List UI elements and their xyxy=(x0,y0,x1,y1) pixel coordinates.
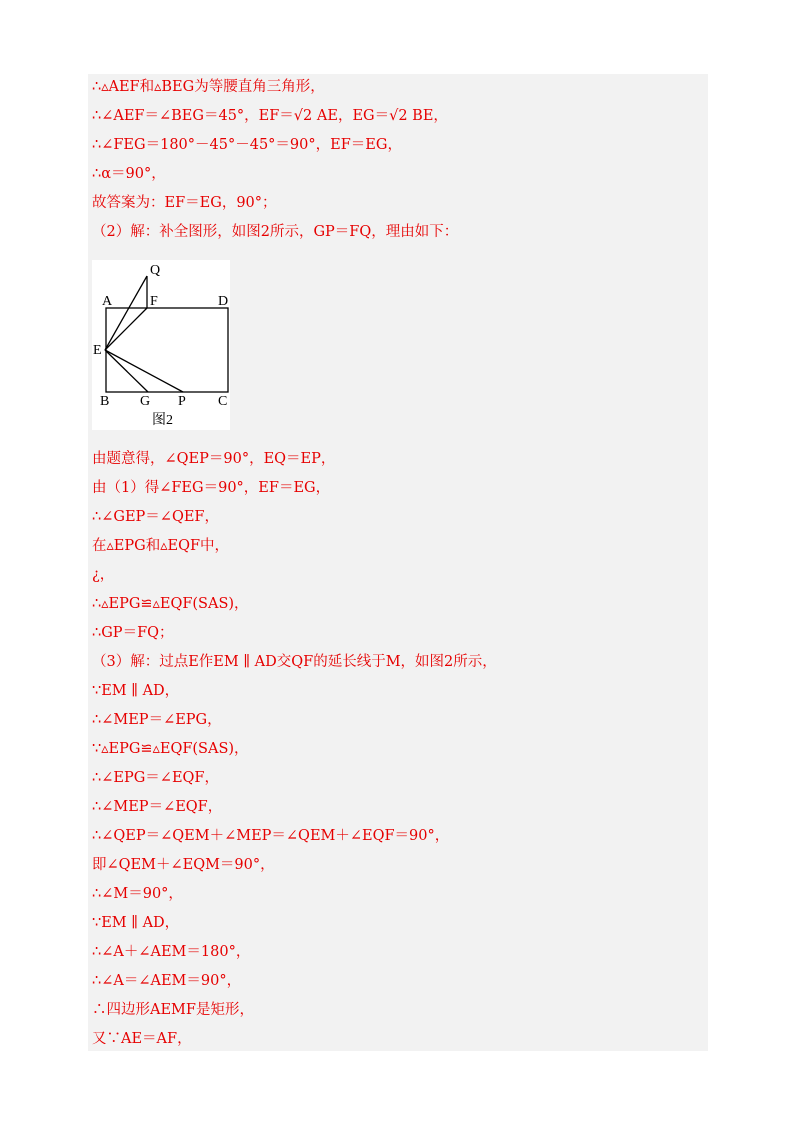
solution-line-24: ∴∠A＋∠AEM＝180°， xyxy=(92,944,251,960)
solution-line-11: ¿， xyxy=(92,567,115,583)
solution-line-17: ∵▵EPG≌▵EQF(SAS)， xyxy=(92,741,249,757)
solution-line-22: ∴∠M＝90°， xyxy=(92,886,183,902)
label-e: E xyxy=(93,343,102,358)
solution-line-20: ∴∠QEP＝∠QEM＋∠MEP＝∠QEM＋∠EQF＝90°， xyxy=(92,828,450,844)
label-c: C xyxy=(218,394,228,409)
solution-line-5: 故答案为：EF＝EG，90°； xyxy=(92,195,277,211)
solution-line-8: 由（1）得∠FEG＝90°，EF＝EG， xyxy=(92,480,331,496)
label-f: F xyxy=(150,294,158,309)
label-a: A xyxy=(102,294,113,309)
label-p: P xyxy=(178,394,186,409)
label-d: D xyxy=(218,294,229,309)
solution-line-1: ∴▵AEF和▵BEG为等腰直角三角形， xyxy=(92,79,325,95)
figure-caption: 图2 xyxy=(152,413,173,428)
solution-line-18: ∴∠EPG＝∠EQF， xyxy=(92,770,219,786)
geometry-figure-2 xyxy=(92,260,230,430)
solution-line-9: ∴∠GEP＝∠QEF， xyxy=(92,509,219,525)
solution-line-16: ∴∠MEP＝∠EPG， xyxy=(92,712,222,728)
solution-line-19: ∴∠MEP＝∠EQF， xyxy=(92,799,223,815)
solution-line-15: ∵EM ∥ AD， xyxy=(92,683,180,699)
solution-line-3: ∴∠FEG＝180°－45°－45°＝90°，EF＝EG， xyxy=(92,137,402,153)
solution-line-6: （2）解：补全图形，如图2所示，GP＝FQ，理由如下： xyxy=(92,224,459,240)
label-q: Q xyxy=(150,263,161,278)
solution-line-2: ∴∠AEF＝∠BEG＝45°，EF＝√2 AE，EG＝√2 BE， xyxy=(92,108,448,124)
label-b: B xyxy=(100,394,110,409)
solution-line-21: 即∠QEM＋∠EQM＝90°， xyxy=(92,857,275,873)
solution-line-10: 在▵EPG和▵EQF中， xyxy=(92,538,230,554)
label-g: G xyxy=(140,394,151,409)
solution-line-25: ∴∠A＝∠AEM＝90°， xyxy=(92,973,242,989)
solution-line-7: 由题意得，∠QEP＝90°，EQ＝EP， xyxy=(92,451,336,467)
solution-line-23: ∵EM ∥ AD， xyxy=(92,915,180,931)
solution-line-13: ∴GP＝FQ； xyxy=(92,625,174,641)
solution-line-27: 又∵AE＝AF， xyxy=(92,1031,192,1047)
solution-line-12: ∴▵EPG≌▵EQF(SAS)， xyxy=(92,596,249,612)
solution-line-26: ∴四边形AEMF是矩形， xyxy=(92,1002,254,1018)
solution-line-14: （3）解：过点E作EM ∥ AD交QF的延长线于M，如图2所示， xyxy=(92,654,497,670)
solution-line-4: ∴α＝90°， xyxy=(92,166,166,182)
